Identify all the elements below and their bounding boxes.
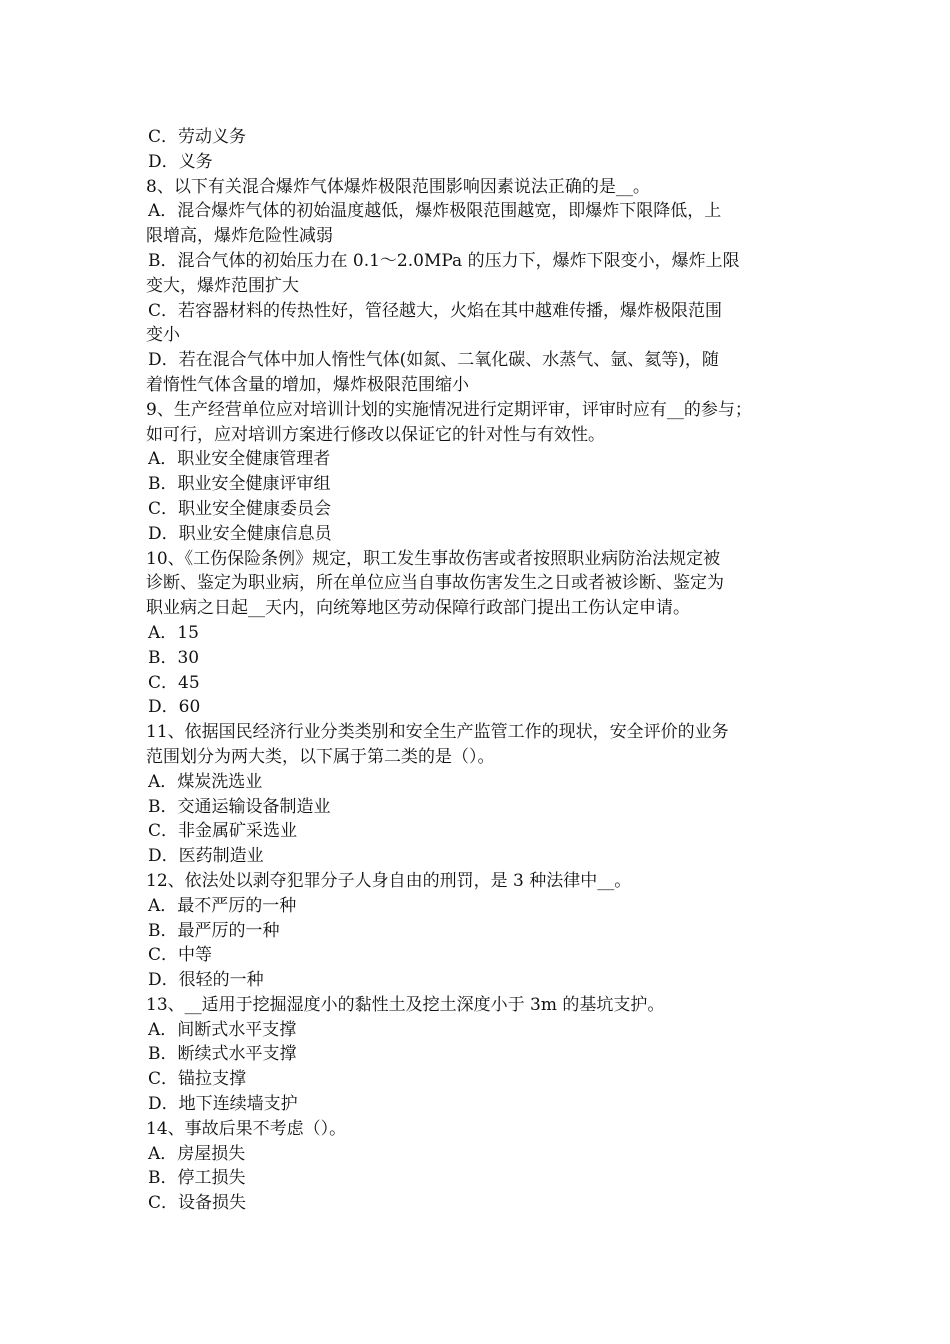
answer-option-line: D．地下连续墙支护: [148, 1094, 298, 1115]
answer-option-line: C．锚拉支撑: [148, 1069, 247, 1090]
text-continuation-line: 如可行，应对培训方案进行修改以保证它的针对性与有效性。: [146, 424, 605, 445]
answer-option-line: B．最严厉的一种: [148, 920, 280, 941]
text-continuation-line: 变小: [146, 325, 180, 346]
answer-option-line: C．职业安全健康委员会: [148, 498, 332, 519]
answer-option-line: A．职业安全健康管理者: [148, 449, 331, 470]
text-continuation-line: 变大，爆炸范围扩大: [146, 275, 299, 296]
text-continuation-line: 范围划分为两大类，以下属于第二类的是（）。: [146, 746, 495, 767]
answer-option-line: C．非金属矿采选业: [148, 821, 298, 842]
answer-option-line: A．房屋损失: [148, 1143, 246, 1164]
answer-option-line: D．医药制造业: [148, 846, 264, 867]
text-continuation-line: 职业病之日起__天内，向统筹地区劳动保障行政部门提出工伤认定申请。: [146, 598, 690, 619]
answer-option-line: B．30: [148, 647, 200, 668]
answer-option-line: B．停工损失: [148, 1168, 246, 1189]
answer-option-line: D．义务: [148, 151, 213, 172]
answer-option-line: C．若容器材料的传热性好，管径越大，火焰在其中越难传播，爆炸极限范围: [148, 300, 723, 321]
answer-option-line: C．中等: [148, 945, 213, 966]
text-continuation-line: 限增高，爆炸危险性减弱: [146, 226, 333, 247]
question-stem-line: 11、依据国民经济行业分类类别和安全生产监管工作的现状，安全评价的业务: [146, 722, 729, 743]
question-stem-line: 14、事故后果不考虑（）。: [146, 1118, 347, 1139]
text-continuation-line: 诊断、鉴定为职业病，所在单位应当自事故伤害发生之日或者被诊断、鉴定为: [146, 573, 724, 594]
answer-option-line: B．混合气体的初始压力在 0.1～2.0MPa 的压力下，爆炸下限变小，爆炸上限: [148, 250, 740, 271]
question-stem-line: 9、生产经营单位应对培训计划的实施情况进行定期评审，评审时应有__的参与；: [146, 399, 752, 420]
answer-option-line: A．煤炭洗选业: [148, 771, 263, 792]
answer-option-line: B．断续式水平支撑: [148, 1044, 297, 1065]
answer-option-line: D．60: [148, 697, 201, 718]
answer-option-line: B．交通运输设备制造业: [148, 796, 331, 817]
answer-option-line: C．45: [148, 672, 200, 693]
question-stem-line: 8、以下有关混合爆炸气体爆炸极限范围影响因素说法正确的是__。: [146, 176, 650, 197]
answer-option-line: A．最不严厉的一种: [148, 895, 297, 916]
question-stem-line: 10、《工伤保险条例》规定，职工发生事故伤害或者按照职业病防治法规定被: [146, 548, 721, 569]
answer-option-line: A．15: [148, 622, 199, 643]
answer-option-line: D．职业安全健康信息员: [148, 523, 332, 544]
text-continuation-line: 着惰性气体含量的增加，爆炸极限范围缩小: [146, 374, 469, 395]
question-stem-line: 13、__适用于挖掘湿度小的黏性土及挖土深度小于 3m 的基坑支护。: [146, 994, 665, 1015]
answer-option-line: B．职业安全健康评审组: [148, 474, 331, 495]
answer-option-line: D．若在混合气体中加人惰性气体(如氮、二氧化碳、水蒸气、氩、氦等)，随: [148, 350, 719, 371]
question-stem-line: 12、依法处以剥夺犯罪分子人身自由的刑罚，是 3 种法律中__。: [146, 870, 632, 891]
answer-option-line: A．混合爆炸气体的初始温度越低，爆炸极限范围越宽，即爆炸下限降低，上: [148, 201, 722, 222]
question-text-body: [146, 125, 826, 1216]
answer-option-line: C．设备损失: [148, 1193, 247, 1214]
answer-option-line: A．间断式水平支撑: [148, 1019, 297, 1040]
answer-option-line: C．劳动义务: [148, 127, 247, 147]
answer-option-line: D．很轻的一种: [148, 970, 264, 991]
